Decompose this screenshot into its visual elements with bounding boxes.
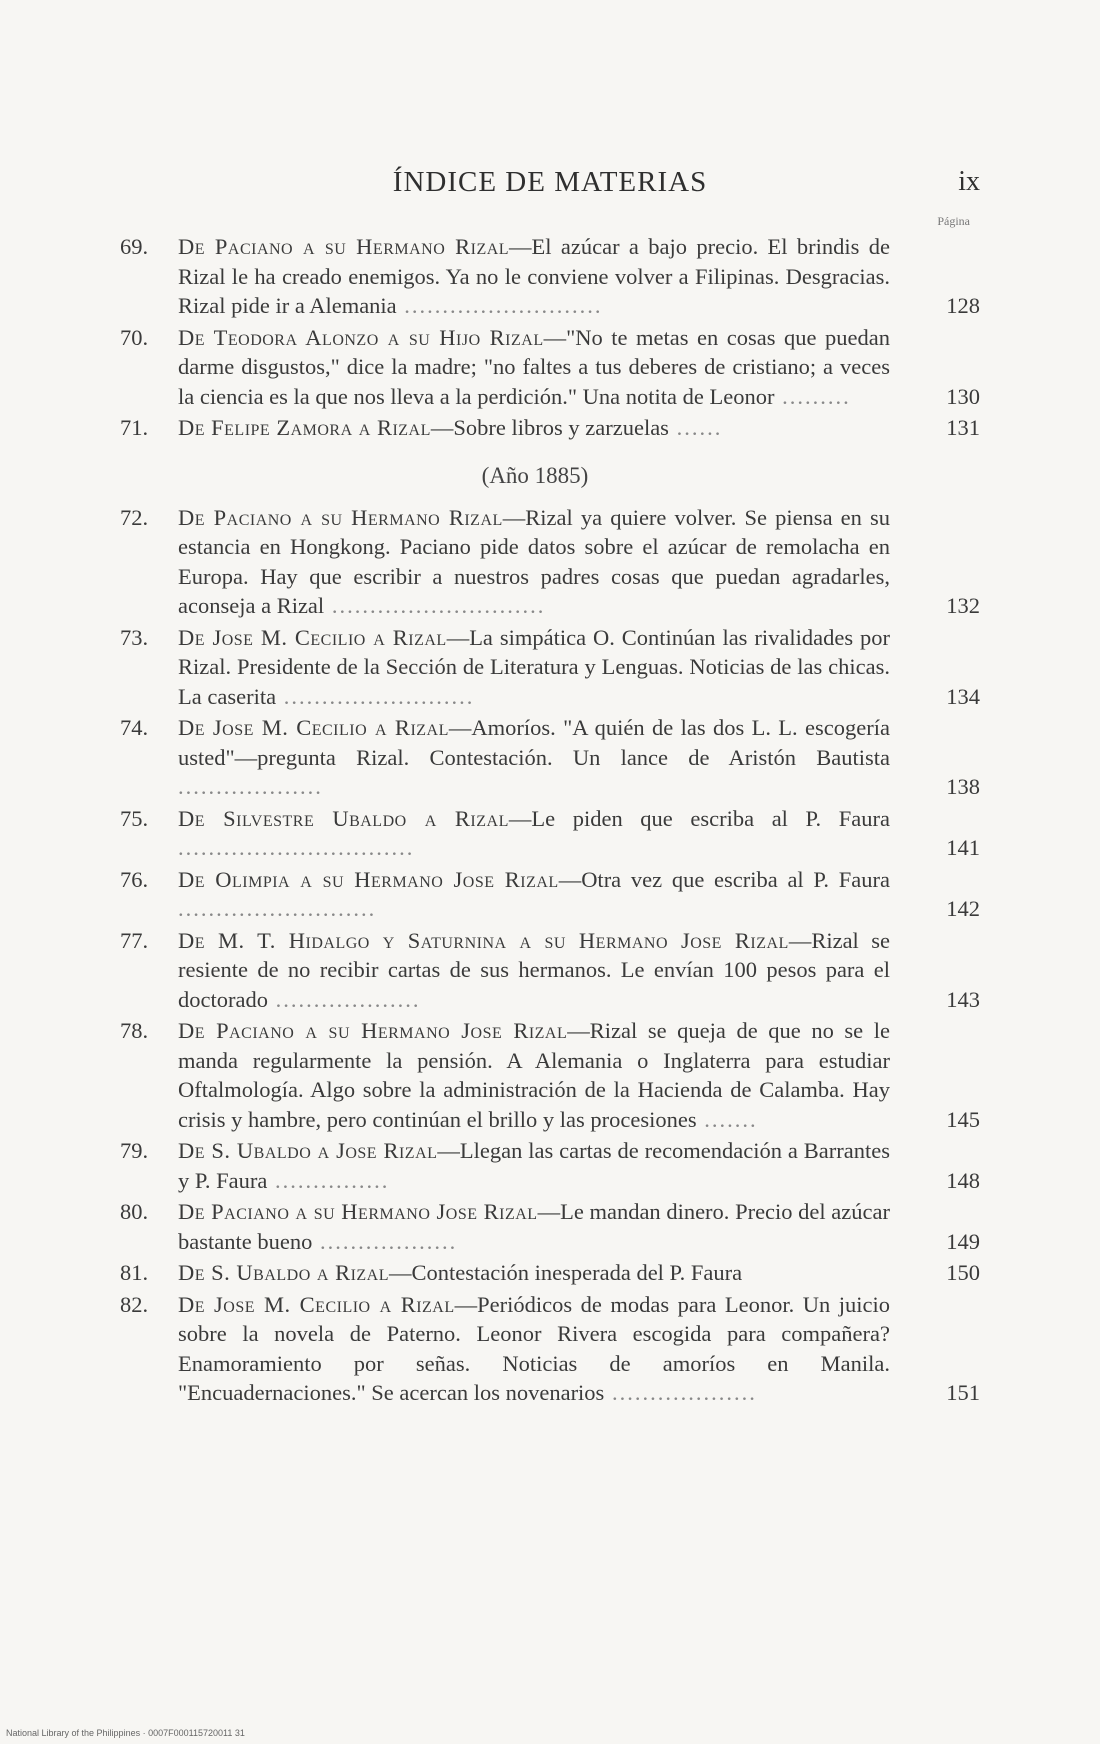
entry-correspondents: De Olimpia a su Hermano Jose Rizal: [178, 866, 559, 892]
toc-entry: [120, 503, 980, 621]
entry-page-number: 145: [946, 1106, 980, 1132]
toc-section-1885: [120, 503, 980, 1408]
entry-leader-dots: ...............: [267, 1167, 390, 1193]
entry-correspondents: De S. Ubaldo a Jose Rizal: [178, 1138, 438, 1163]
entry-summary: —Le mandan dinero. Precio del azúcar bastante bueno: [178, 1199, 890, 1254]
page-header: [120, 166, 980, 210]
entry-leader-dots: ..................: [312, 1228, 458, 1254]
toc-entry: [120, 1136, 980, 1195]
entry-summary: —Llegan las cartas de recomendación a Barrantes y P. Faura: [178, 1138, 890, 1193]
entry-number: 72.: [120, 504, 149, 530]
entry-page-number: 148: [946, 1167, 980, 1193]
entry-page-number: 142: [946, 896, 980, 921]
entry-leader-dots: ...............................: [178, 835, 415, 860]
entry-summary: —Contestación inesperada del P. Faura: [389, 1260, 743, 1285]
entry-correspondents: De Felipe Zamora a Rizal: [178, 415, 431, 440]
toc-entry: [120, 1290, 980, 1408]
entry-correspondents: De Jose M. Cecilio a Rizal: [178, 624, 447, 650]
entry-summary: —Rizal se queja de que no se le manda regularmente la pensión. A Alemania o Inglaterra para estudiar Oftalmología. Algo sobre la administración de la Hacienda de Calamba. Hay crisis y hambre, pero continúan el brillo y las procesiones: [178, 1018, 890, 1132]
entry-summary: —Amoríos. "A quién de las dos L. L. escogería usted"—pregunta Rizal. Contestación. Un lance de Aristón Bautista: [178, 715, 890, 770]
entry-number: 71.: [120, 415, 149, 440]
entry-page-number: 138: [946, 774, 980, 799]
page-title: ÍNDICE DE MATERIAS: [392, 166, 708, 198]
toc-entry: [120, 232, 980, 321]
entry-number: 70.: [120, 324, 149, 350]
entry-page-number: 150: [946, 1260, 980, 1285]
entry-page-number: 130: [946, 383, 980, 409]
toc-entry: [120, 804, 980, 863]
entry-correspondents: De S. Ubaldo a Rizal: [178, 1260, 390, 1285]
entry-number: 82.: [120, 1291, 149, 1317]
entry-number: 77.: [120, 927, 149, 953]
entry-correspondents: De Paciano a su Hermano Rizal: [178, 504, 503, 530]
toc-entry: [120, 1197, 980, 1256]
toc-entry: [120, 926, 980, 1015]
entry-correspondents: De Silvestre Ubaldo a Rizal: [178, 805, 509, 831]
entry-page-number: 132: [946, 593, 980, 618]
toc-section-1884: [120, 232, 980, 443]
entry-leader-dots: ...................: [604, 1380, 757, 1405]
entry-number: 75.: [120, 805, 149, 831]
entry-summary: —Otra vez que escriba al P. Faura: [558, 866, 890, 892]
toc-entry: [120, 865, 980, 924]
entry-page-number: 134: [946, 683, 980, 709]
entry-leader-dots: .......: [696, 1106, 758, 1132]
entry-page-number: 141: [946, 835, 980, 860]
entry-leader-dots: ..........................: [178, 896, 377, 921]
page-column-label: Página: [937, 214, 970, 228]
entry-summary: —Rizal ya quiere volver. Se piensa en su estancia en Hongkong. Paciano pide datos sobre el azúcar de remolacha en Europa. Hay que escribir a nuestros padres cosas que puedan agradarles, aconseja a Rizal: [178, 504, 890, 618]
entry-leader-dots: .........: [774, 383, 851, 409]
entry-number: 80.: [120, 1199, 149, 1224]
entry-summary: —Periódicos de modas para Leonor. Un juicio sobre la novela de Paterno. Leonor Rivera escogida para compañera? Enamoramiento por señas. Noticias de amoríos en Manila. "Encuadernaciones." Se acercan los novenarios: [178, 1291, 890, 1405]
year-heading: (Año 1885): [481, 462, 589, 488]
entry-correspondents: De Teodora Alonzo a su Hijo Rizal: [178, 324, 544, 350]
entry-correspondents: De Jose M. Cecilio a Rizal: [178, 1291, 455, 1317]
entry-number: 74.: [120, 715, 149, 740]
entry-number: 78.: [120, 1018, 149, 1043]
entry-leader-dots: ............................: [324, 593, 546, 618]
entry-number: 69.: [120, 234, 149, 259]
entry-correspondents: De Jose M. Cecilio a Rizal: [178, 715, 449, 740]
entry-leader-dots: ...................: [178, 774, 323, 799]
entry-number: 76.: [120, 866, 149, 892]
toc-entry: [120, 713, 980, 802]
entry-page-number: 143: [946, 986, 980, 1012]
entry-summary: —Sobre libros y zarzuelas: [430, 415, 669, 440]
entry-summary: —Le piden que escriba al P. Faura: [508, 805, 891, 831]
entry-summary: —"No te metas en cosas que puedan darme disgustos," dice la madre; "no faltes a tus deberes de cristiano; a veces la ciencia es la que nos lleva a la perdición." Una notita de Leonor: [178, 324, 890, 409]
toc-entry: [120, 1258, 980, 1288]
toc-entry: [120, 1016, 980, 1134]
page-number: ix: [958, 166, 980, 197]
entry-page-number: 128: [946, 293, 980, 318]
entry-leader-dots: ...................: [267, 986, 421, 1012]
toc-entry: [120, 413, 980, 443]
entry-number: 73.: [120, 624, 149, 650]
entry-correspondents: De Paciano a su Hermano Rizal: [178, 234, 510, 259]
entry-leader-dots: ......: [668, 415, 723, 440]
entry-page-number: 151: [946, 1380, 980, 1405]
entry-page-number: 131: [946, 415, 980, 440]
table-of-contents: [120, 232, 980, 1410]
entry-leader-dots: .........................: [276, 683, 475, 709]
archive-footer: National Library of the Philippines · 0007F000115720011 31: [6, 1728, 245, 1738]
entry-number: 79.: [120, 1138, 149, 1163]
entry-number: 81.: [120, 1260, 149, 1285]
entry-summary: —El azúcar a bajo precio. El brindis de Rizal le ha creado enemigos. Ya no le conviene volver a Filipinas. Desgracias. Rizal pide ir a Alemania: [178, 234, 890, 318]
entry-summary: —La simpática O. Continúan las rivalidades por Rizal. Presidente de la Sección de Literatura y Lenguas. Noticias de las chicas. La caserita: [178, 624, 890, 709]
entry-page-number: 149: [946, 1228, 980, 1254]
entry-correspondents: De M. T. Hidalgo y Saturnina a su Hermano Jose Rizal: [178, 927, 789, 953]
entry-correspondents: De Paciano a su Hermano Jose Rizal: [178, 1018, 568, 1043]
toc-entry: [120, 323, 980, 412]
entry-leader-dots: ..........................: [396, 293, 603, 318]
entry-correspondents: De Paciano a su Hermano Jose Rizal: [178, 1199, 538, 1224]
toc-entry: [120, 623, 980, 712]
entry-summary: —Rizal se resiente de no recibir cartas de sus hermanos. Le envían 100 pesos para el doctorado: [178, 927, 890, 1012]
